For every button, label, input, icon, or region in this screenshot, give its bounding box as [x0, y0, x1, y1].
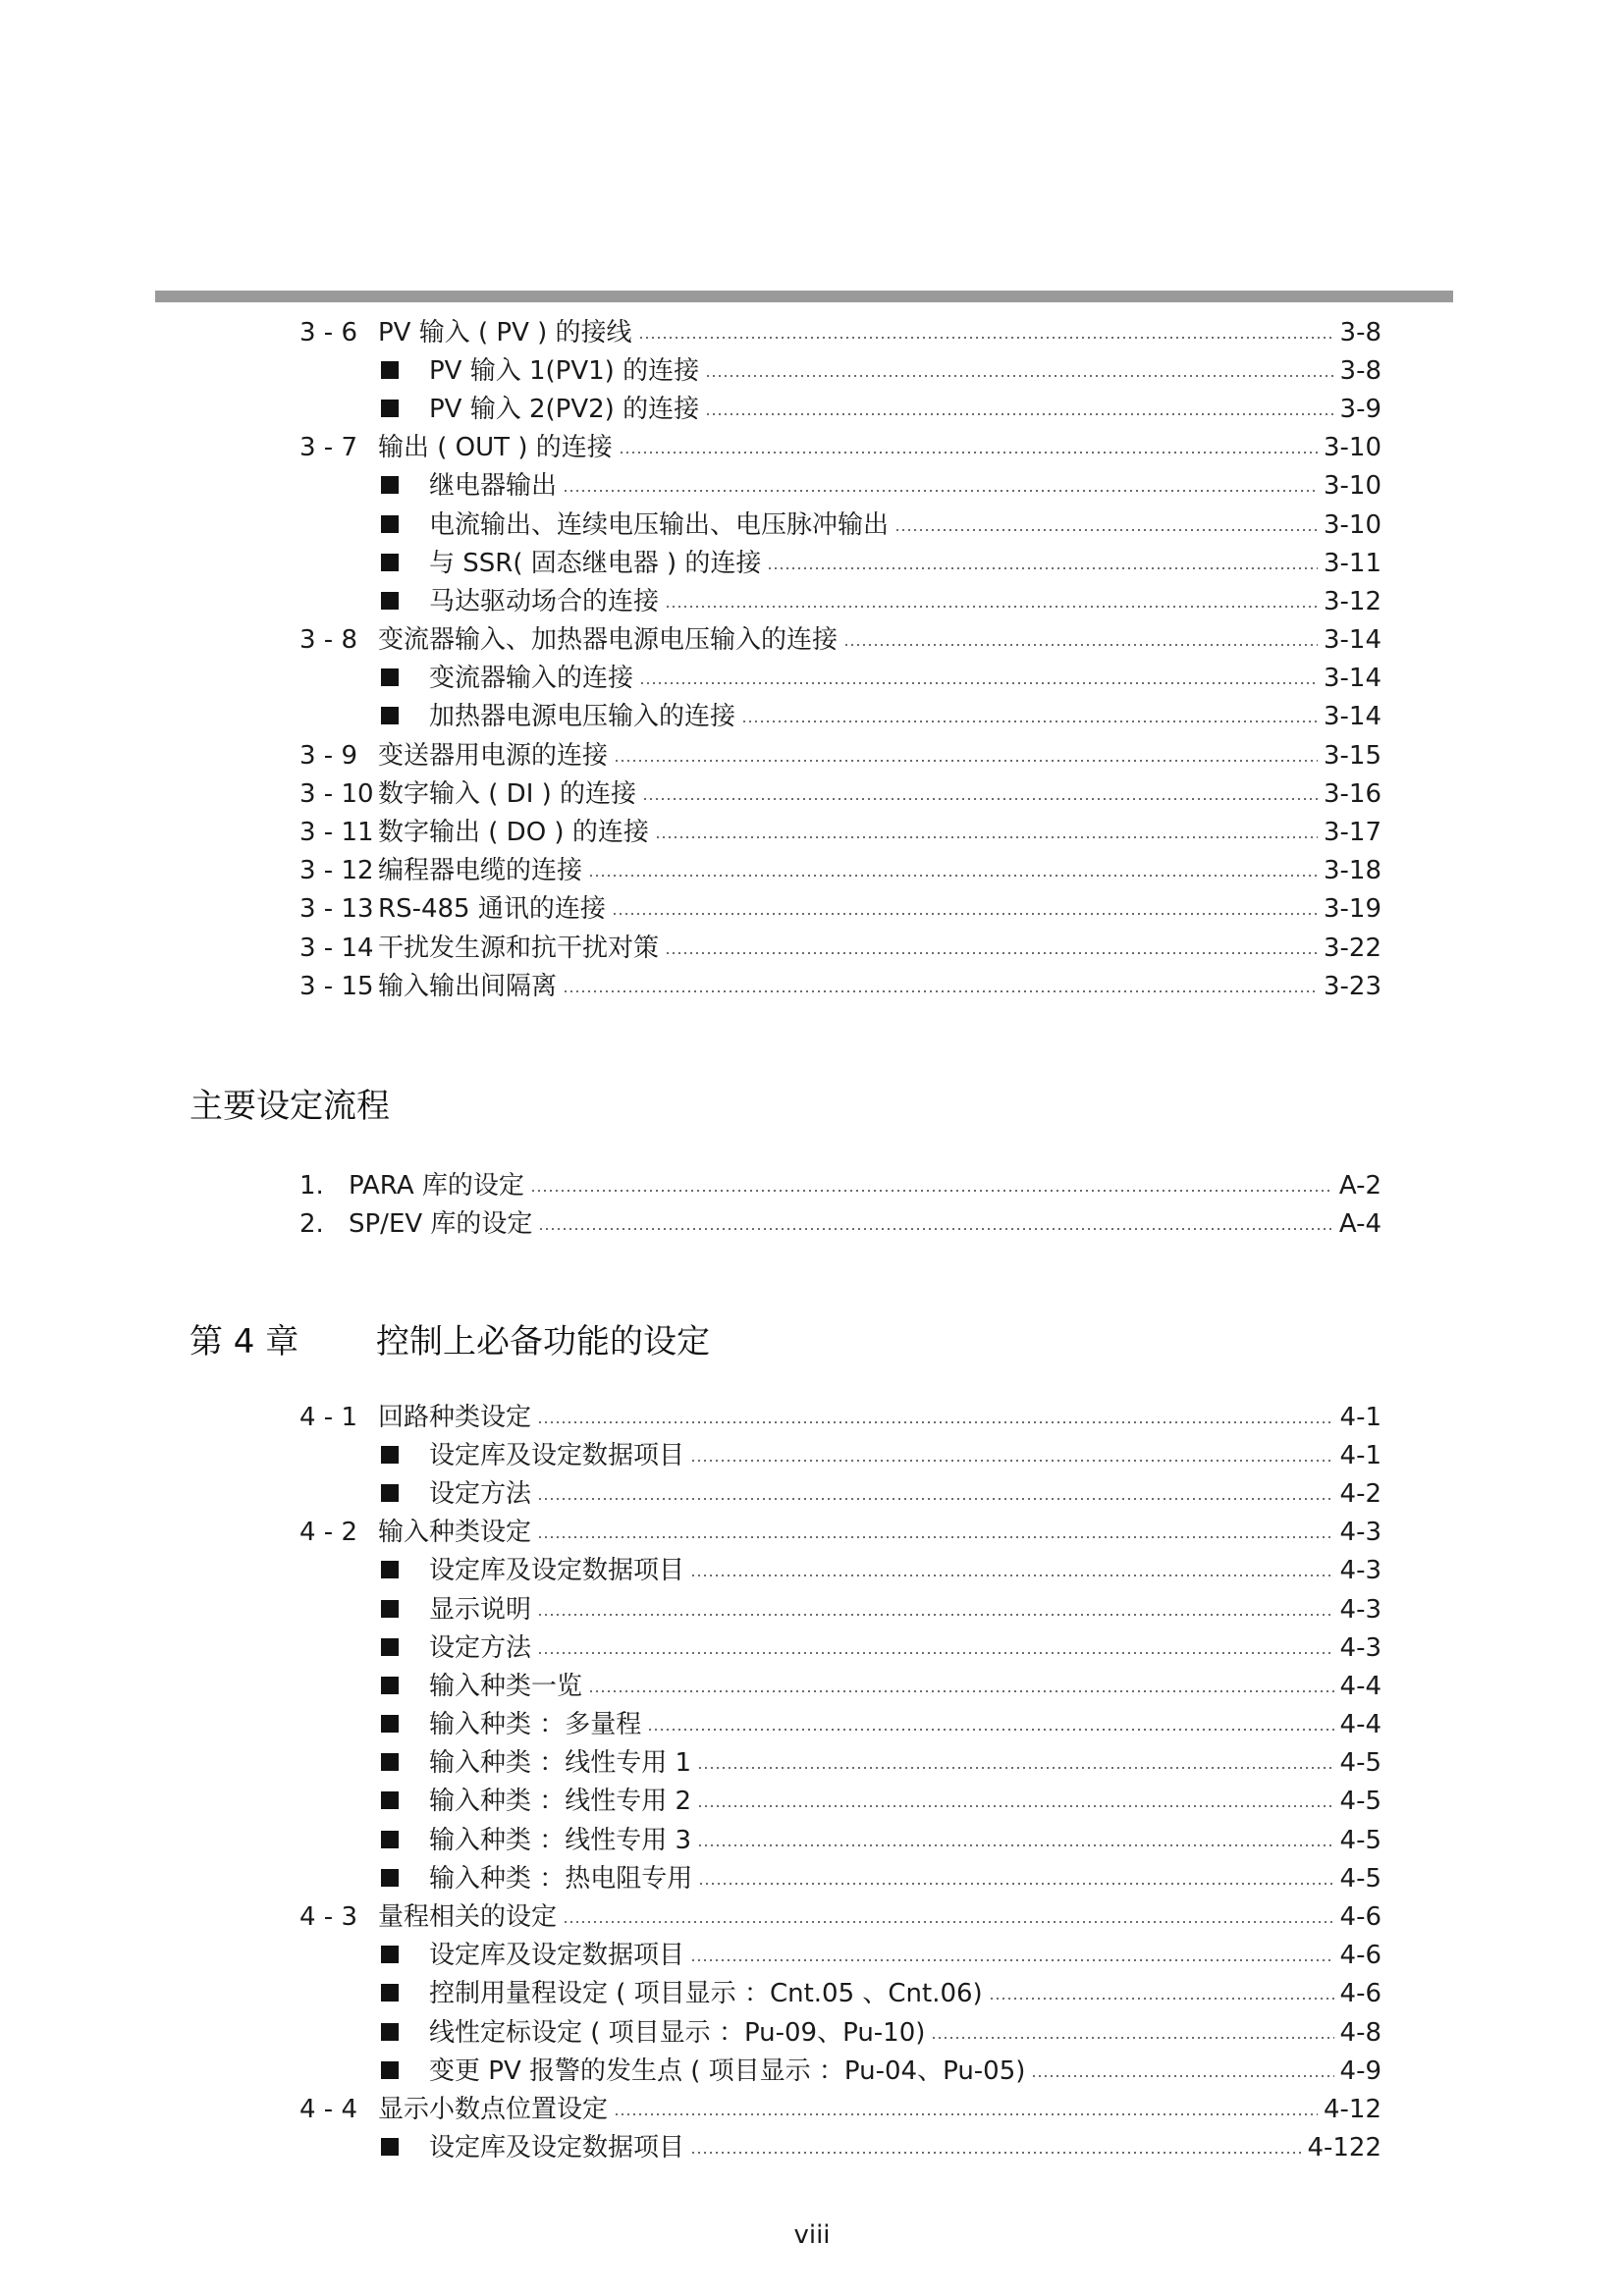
entry-title: 变流器输入的连接: [429, 664, 634, 694]
page-reference: 3-15: [1323, 740, 1381, 771]
toc-entry[interactable]: [299, 429, 1381, 467]
toc-section-3: [299, 313, 1381, 1005]
entry-title: 干扰发生源和抗干扰对策: [378, 933, 660, 963]
appendix-heading: [189, 1087, 390, 1126]
page-reference: 4-5: [1339, 1748, 1381, 1779]
dot-leader: [530, 1190, 1333, 1192]
square-bullet-icon: [381, 476, 399, 494]
toc-entry[interactable]: [299, 1514, 1381, 1552]
dot-leader: [989, 1998, 1334, 2000]
entry-title: 线性定标设定 ( 项目显示 ：Pu-09、Pu-10): [429, 2017, 926, 2048]
page-reference: 3-18: [1323, 856, 1381, 886]
toc-subentry[interactable]: [299, 1937, 1381, 1975]
page-reference: 3-14: [1323, 664, 1381, 694]
dot-leader: [690, 1959, 1334, 1961]
page-reference: 4-3: [1339, 1556, 1381, 1586]
toc-subentry[interactable]: [299, 1706, 1381, 1744]
chapter-title: 控制上必备功能的设定: [376, 1322, 710, 1362]
dot-leader: [741, 721, 1318, 722]
entry-title: RS-485 通讯的连接: [378, 894, 606, 925]
dot-leader: [614, 2113, 1318, 2115]
dot-leader: [697, 1805, 1333, 1807]
section-number: 3 - 10: [299, 778, 374, 809]
entry-title: 数字输出 ( DO ) 的连接: [378, 818, 649, 848]
section-number: 4 - 3: [299, 1902, 357, 1933]
toc-subentry[interactable]: [299, 2129, 1381, 2167]
dot-leader: [647, 1729, 1333, 1731]
square-bullet-icon: [381, 554, 399, 571]
section-number: 4 - 1: [299, 1402, 357, 1432]
square-bullet-icon: [381, 2023, 399, 2041]
dot-leader: [705, 375, 1333, 377]
page-reference: 4-4: [1339, 1671, 1381, 1701]
toc-appendix-entry[interactable]: [299, 1204, 1381, 1243]
page-reference: 3-14: [1323, 625, 1381, 656]
toc-entry[interactable]: [299, 2090, 1381, 2128]
dot-leader: [612, 913, 1318, 915]
page-reference: 4-1: [1339, 1440, 1381, 1470]
section-number: 3 - 14: [299, 933, 374, 963]
dot-leader: [655, 836, 1318, 838]
section-number: 3 - 15: [299, 971, 374, 1001]
page-reference: 3-8: [1339, 355, 1381, 386]
section-number: 3 - 11: [299, 818, 374, 848]
toc-entry[interactable]: [299, 890, 1381, 929]
toc-subentry[interactable]: [299, 544, 1381, 582]
entry-title: PV 输入 1(PV1) 的连接: [429, 355, 700, 386]
page-reference: 3-17: [1323, 818, 1381, 848]
item-number: 1.: [299, 1170, 324, 1201]
page-reference: 3-9: [1339, 394, 1381, 424]
square-bullet-icon: [381, 1831, 399, 1848]
dot-leader: [588, 1690, 1334, 1692]
item-number: 2.: [299, 1208, 324, 1239]
section-number: 3 - 12: [299, 856, 374, 886]
square-bullet-icon: [381, 1984, 399, 2002]
toc-subentry[interactable]: [299, 1474, 1381, 1513]
dot-leader: [537, 1536, 1334, 1538]
dot-leader: [697, 1767, 1333, 1769]
square-bullet-icon: [381, 1946, 399, 1963]
page-reference: 4-5: [1339, 1863, 1381, 1894]
square-bullet-icon: [381, 707, 399, 724]
page-reference: 4-3: [1339, 1518, 1381, 1548]
toc-subentry[interactable]: [299, 2052, 1381, 2090]
page-reference: 4-6: [1339, 1979, 1381, 2009]
page-reference: 4-5: [1339, 1825, 1381, 1855]
toc-subentry[interactable]: [299, 1783, 1381, 1821]
dot-leader: [639, 682, 1318, 684]
entry-title: 编程器电缆的连接: [378, 856, 583, 886]
toc-entry[interactable]: [299, 736, 1381, 774]
page-reference: 4-2: [1339, 1478, 1381, 1509]
dot-leader: [614, 760, 1318, 762]
entry-title: 继电器输出: [429, 471, 558, 502]
page-reference: 4-3: [1339, 1594, 1381, 1625]
entry-title: 输入种类一览: [429, 1671, 583, 1701]
dot-leader: [537, 1652, 1334, 1654]
entry-title: 显示说明: [429, 1594, 532, 1625]
dot-leader: [665, 952, 1318, 954]
square-bullet-icon: [381, 2061, 399, 2079]
dot-leader: [638, 337, 1334, 339]
dot-leader: [1031, 2075, 1333, 2077]
page-reference: 4-6: [1339, 1941, 1381, 1971]
toc-subentry[interactable]: [299, 1436, 1381, 1474]
entry-title: 量程相关的设定: [378, 1902, 558, 1933]
page-reference: 3-22: [1323, 933, 1381, 963]
toc-subentry[interactable]: [299, 2013, 1381, 2052]
dot-leader: [563, 990, 1318, 992]
entry-title: 设定方法: [429, 1632, 532, 1663]
dot-leader: [705, 413, 1333, 415]
dot-leader: [767, 567, 1318, 569]
chapter-4-heading: [189, 1322, 710, 1362]
square-bullet-icon: [381, 1561, 399, 1578]
entry-title: 输入种类 ：线性专用 3: [429, 1825, 692, 1855]
square-bullet-icon: [381, 1715, 399, 1733]
entry-title: 设定库及设定数据项目: [429, 1941, 685, 1971]
section-number: 3 - 8: [299, 625, 357, 656]
page-reference: 3-10: [1323, 509, 1381, 540]
section-number: 3 - 7: [299, 433, 357, 463]
square-bullet-icon: [381, 515, 399, 533]
chapter-number: 第 4 章: [189, 1322, 299, 1362]
entry-title: 输入种类 ：线性专用 2: [429, 1787, 692, 1817]
dot-leader: [537, 1421, 1334, 1423]
page-reference: 3-12: [1323, 586, 1381, 616]
dot-leader: [665, 606, 1318, 608]
square-bullet-icon: [381, 361, 399, 379]
page-reference: 4-6: [1339, 1902, 1381, 1933]
entry-title: 输入种类 ：线性专用 1: [429, 1748, 692, 1779]
toc-entry[interactable]: [299, 813, 1381, 851]
toc-subentry[interactable]: [299, 660, 1381, 698]
section-number: 3 - 13: [299, 894, 374, 925]
dot-leader: [690, 2152, 1301, 2154]
entry-title: 输入输出间隔离: [378, 971, 558, 1001]
toc-subentry[interactable]: [299, 1744, 1381, 1783]
square-bullet-icon: [381, 1753, 399, 1771]
square-bullet-icon: [381, 1791, 399, 1809]
page-reference: 4-12: [1323, 2094, 1381, 2124]
dot-leader: [537, 1498, 1334, 1500]
entry-title: 输入种类 ：多量程: [429, 1710, 642, 1740]
dot-leader: [894, 529, 1318, 531]
dot-leader: [843, 644, 1318, 646]
entry-title: 设定库及设定数据项目: [429, 1556, 685, 1586]
toc-entry[interactable]: [299, 967, 1381, 1005]
page-reference: 4-1: [1339, 1402, 1381, 1432]
page-reference: 3-14: [1323, 702, 1381, 732]
square-bullet-icon: [381, 400, 399, 417]
entry-title: 变送器用电源的连接: [378, 740, 609, 771]
entry-title: 与 SSR( 固态继电器 ) 的连接: [429, 548, 762, 578]
dot-leader: [537, 1614, 1334, 1616]
entry-title: 设定方法: [429, 1478, 532, 1509]
square-bullet-icon: [381, 1638, 399, 1656]
toc-appendix-entry[interactable]: [299, 1166, 1381, 1204]
entry-title: 输入种类设定: [378, 1518, 532, 1548]
page-reference: 3-10: [1323, 433, 1381, 463]
toc-subentry[interactable]: [299, 1629, 1381, 1667]
toc-subentry[interactable]: [299, 1821, 1381, 1859]
dot-leader: [690, 1460, 1334, 1462]
page-reference: 3-10: [1323, 471, 1381, 502]
square-bullet-icon: [381, 1484, 399, 1502]
page-reference: A-4: [1338, 1208, 1381, 1239]
dot-leader: [697, 1844, 1333, 1846]
top-rule: [155, 291, 1453, 302]
entry-title: 显示小数点位置设定: [378, 2094, 609, 2124]
square-bullet-icon: [381, 1600, 399, 1618]
toc-entry[interactable]: [299, 1897, 1381, 1936]
toc-subentry[interactable]: [299, 467, 1381, 506]
dot-leader: [563, 490, 1318, 492]
toc-appendix: [299, 1166, 1381, 1243]
toc-subentry[interactable]: [299, 1859, 1381, 1897]
entry-title: PARA 库的设定: [349, 1170, 524, 1201]
entry-title: SP/EV 库的设定: [349, 1208, 533, 1239]
toc-subentry[interactable]: [299, 1590, 1381, 1629]
square-bullet-icon: [381, 592, 399, 610]
toc-entry[interactable]: [299, 774, 1381, 813]
dot-leader: [642, 798, 1318, 800]
toc-entry[interactable]: [299, 621, 1381, 660]
section-number: 3 - 9: [299, 740, 357, 771]
entry-title: 控制用量程设定 ( 项目显示 ：Cnt.05 、Cnt.06): [429, 1979, 983, 2009]
toc-subentry[interactable]: [299, 351, 1381, 390]
entry-title: 马达驱动场合的连接: [429, 586, 660, 616]
dot-leader: [538, 1228, 1332, 1230]
entry-title: 回路种类设定: [378, 1402, 532, 1432]
page-reference: 4-9: [1339, 2056, 1381, 2086]
dot-leader: [690, 1575, 1334, 1576]
toc-subentry[interactable]: [299, 582, 1381, 620]
toc-entry[interactable]: [299, 1398, 1381, 1436]
dot-leader: [588, 875, 1318, 877]
page-reference: 3-19: [1323, 894, 1381, 925]
toc-entry[interactable]: [299, 852, 1381, 890]
appendix-title: 主要设定流程: [189, 1087, 390, 1126]
page-reference: 3-8: [1339, 317, 1381, 347]
entry-title: PV 输入 2(PV2) 的连接: [429, 394, 700, 424]
entry-title: 输出 ( OUT ) 的连接: [378, 433, 613, 463]
toc-subentry[interactable]: [299, 390, 1381, 428]
toc-entry[interactable]: [299, 929, 1381, 967]
dot-leader: [619, 452, 1318, 454]
entry-title: 变更 PV 报警的发生点 ( 项目显示 ：Pu-04、Pu-05): [429, 2056, 1026, 2086]
page-reference: 3-23: [1323, 971, 1381, 1001]
entry-title: 加热器电源电压输入的连接: [429, 702, 736, 732]
page-reference: 3-11: [1323, 548, 1381, 578]
toc-subentry[interactable]: [299, 1975, 1381, 2013]
page-reference: 4-3: [1339, 1632, 1381, 1663]
page-reference: 4-4: [1339, 1710, 1381, 1740]
toc-subentry[interactable]: [299, 1667, 1381, 1705]
toc-subentry[interactable]: [299, 506, 1381, 544]
page-reference: 4-5: [1339, 1787, 1381, 1817]
entry-title: PV 输入 ( PV ) 的接线: [378, 317, 632, 347]
entry-title: 变流器输入、加热器电源电压输入的连接: [378, 625, 839, 656]
page-reference: A-2: [1338, 1170, 1381, 1201]
entry-title: 数字输入 ( DI ) 的连接: [378, 778, 637, 809]
square-bullet-icon: [381, 2138, 399, 2156]
dot-leader: [931, 2037, 1333, 2039]
dot-leader: [563, 1921, 1334, 1923]
page-reference: 4-122: [1307, 2133, 1381, 2163]
page-reference: 3-16: [1323, 778, 1381, 809]
section-number: 4 - 4: [299, 2094, 357, 2124]
dot-leader: [698, 1883, 1333, 1885]
entry-title: 电流输出、连续电压输出、电压脉冲输出: [429, 509, 890, 540]
square-bullet-icon: [381, 668, 399, 686]
entry-title: 设定库及设定数据项目: [429, 2133, 685, 2163]
entry-title: 设定库及设定数据项目: [429, 1440, 685, 1470]
toc-subentry[interactable]: [299, 698, 1381, 736]
square-bullet-icon: [381, 1446, 399, 1464]
section-number: 3 - 6: [299, 317, 357, 347]
entry-title: 输入种类 ：热电阻专用: [429, 1863, 693, 1894]
page-number: viii: [793, 2220, 831, 2250]
toc-subentry[interactable]: [299, 1552, 1381, 1590]
toc-entry[interactable]: [299, 313, 1381, 351]
square-bullet-icon: [381, 1677, 399, 1694]
toc-chapter-4: [299, 1398, 1381, 2167]
section-number: 4 - 2: [299, 1518, 357, 1548]
page-reference: 4-8: [1339, 2017, 1381, 2048]
square-bullet-icon: [381, 1869, 399, 1887]
